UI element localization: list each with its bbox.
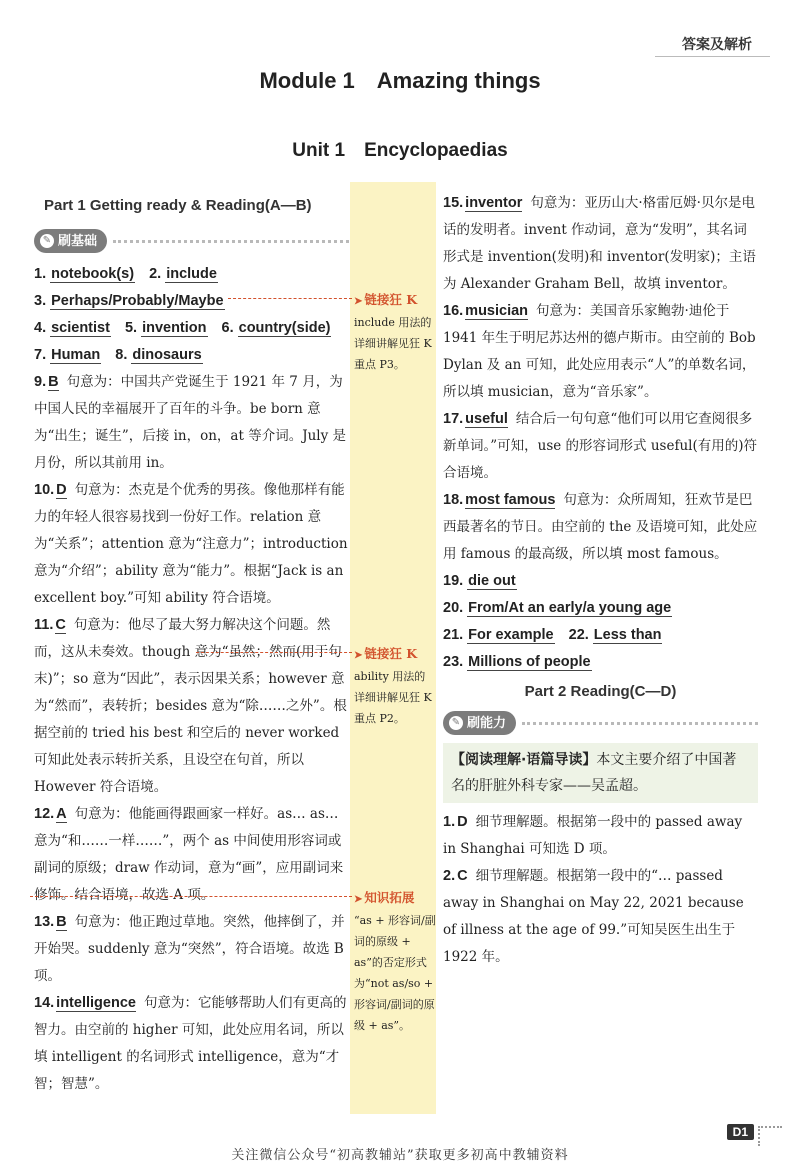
note-tag: ➤ 知识拓展 [354, 888, 436, 910]
q-explanation: 句意为：他尽了最大努力解决这个问题。然而，这从未奏效。though 意为“虽然；然而(用于句末)”；so 意为“因此”，表示因果关系；however 意为“然而”，表转折；besides 意为“除……之外”。根据空前的 tried his best 和空后的 never worked 可知此处表示转折关系，且设空在句首，所以 However 符合语境。 [34, 617, 347, 795]
footer-note: 关注微信公众号“初高教辅站”获取更多初高中教辅资料 [231, 1148, 569, 1163]
reading-question-1 [443, 809, 758, 863]
q-answer: musician [465, 303, 529, 319]
margin-note-link-1 [354, 290, 436, 375]
q-number: 16. [443, 303, 464, 319]
badge-basic [34, 229, 349, 253]
q-number: 5. [124, 320, 138, 336]
answer-row [443, 568, 758, 595]
q-answer: C [457, 868, 468, 884]
q-explanation: 句意为：他能画得跟画家一样好。as… as… 意为“和……一样……”，两个 as 中间使用形容词或副词的原级；draw 作动词，意为“画”，应用副词来修饰。结合语境，故选 A 项。 [34, 806, 344, 903]
q-number: 3. [34, 293, 47, 309]
answer-row [443, 649, 758, 676]
module-title: Module 1 Amazing things [259, 68, 541, 93]
page-number: D1 [727, 1124, 754, 1140]
note-tag: ➤ 链接狂 K [354, 644, 436, 666]
margin-note-link-2 [354, 644, 436, 729]
reading-guide [443, 743, 758, 803]
question-11 [34, 612, 349, 801]
q-answer: intelligence [56, 995, 136, 1011]
answer-row [34, 288, 349, 315]
q-answer: B [48, 374, 59, 390]
note-connector [30, 896, 352, 897]
q-explanation: 结合后一句句意“他们可以用它查阅很多新单词。”可知，use 的形容词形式 useful(有用的)符合语境。 [443, 411, 757, 481]
part1-title: Part 1 Getting ready & Reading(A—B) [44, 197, 312, 214]
question-12 [34, 801, 349, 909]
answer-text: invention [142, 320, 207, 336]
question-10 [34, 477, 349, 612]
unit-title: Unit 1 Encyclopaedias [292, 140, 508, 161]
answer-text: Perhaps/Probably/Maybe [51, 293, 224, 309]
q-answer: useful [465, 411, 508, 427]
q-number: 11. [34, 617, 54, 633]
answer-text: Millions of people [468, 654, 591, 670]
question-16 [443, 298, 758, 406]
q-answer: most famous [465, 492, 556, 508]
dotted-divider [522, 722, 758, 725]
q-explanation: 句意为：美国音乐家鲍勃·迪伦于 1941 年生于明尼苏达州的德卢斯市。由空前的 Bob Dylan 及 an 可知，此处应用表示“人”的单数名词，所以填 musician，意为“音乐家”。 [443, 303, 756, 400]
q-explanation: 句意为：杰克是个优秀的男孩。像他那样有能力的年轻人很容易找到一份好工作。relation 意为“关系”；attention 意为“注意力”；introduction 意为“介绍”；ability 意为“能力”。根据“Jack is an excellent boy.”可知 ability 符合语境。 [34, 482, 348, 606]
q-number: 4. [34, 320, 47, 336]
answer-text: For example [468, 627, 554, 643]
answer-row [34, 261, 349, 288]
q-number: 17. [443, 411, 464, 427]
q-number: 7. [34, 347, 47, 363]
q-answer: A [56, 806, 67, 822]
answer-text: include [166, 266, 217, 282]
q-answer: D [457, 814, 468, 830]
answer-text: Less than [593, 627, 662, 643]
q-answer: B [56, 914, 67, 930]
answer-text: country(side) [238, 320, 331, 336]
header-rule [655, 56, 770, 57]
q-number: 10. [34, 482, 55, 498]
q-number: 8. [115, 347, 128, 363]
q-number: 18. [443, 492, 464, 508]
q-number: 14. [34, 995, 55, 1011]
q-explanation: 句意为：众所周知，狂欢节是巴西最著名的节日。由空前的 the 及语境可知，此处应用 famous 的最高级，所以填 most famous。 [443, 492, 758, 562]
dotted-divider [113, 240, 349, 243]
q-number: 9. [34, 374, 47, 390]
part2-title: Part 2 Reading(C—D) [524, 683, 677, 700]
answer-row [34, 342, 349, 369]
question-15 [443, 190, 758, 298]
reading-label: 【阅读理解·语篇导读】 [451, 752, 597, 768]
answer-row [34, 315, 349, 342]
page-corner-decoration [758, 1126, 782, 1146]
question-13 [34, 909, 349, 990]
q-number: 22. [568, 627, 589, 643]
q-number: 15. [443, 195, 464, 211]
q-answer: C [55, 617, 66, 633]
q-number: 20. [443, 600, 464, 616]
q-number: 2. [443, 868, 456, 884]
pencil-icon: ✎ [449, 716, 463, 730]
q-explanation: 细节理解题。根据第一段中的“… passed away in Shanghai on May 22, 2021 because of illness at the age of 99.”可知吴医生出生于 1922 年。 [443, 868, 744, 965]
header-label: 答案及解析 [682, 37, 752, 53]
q-number: 2. [149, 266, 162, 282]
left-column [34, 190, 349, 1098]
q-number: 6. [221, 320, 234, 336]
badge-pill [34, 229, 107, 253]
note-connector [196, 652, 352, 653]
question-9 [34, 369, 349, 477]
note-text: include 用法的详细讲解见狂 K 重点 P3。 [354, 316, 432, 371]
answer-row [443, 595, 758, 622]
q-number: 1. [443, 814, 456, 830]
badge-label: 刷能力 [467, 715, 507, 731]
note-text: “as + 形容词/副词的原级 + as”的否定形式为“not as/so + 形容词/副词的原级 + as”。 [354, 914, 436, 1032]
answer-text: Human [51, 347, 101, 363]
q-answer: inventor [465, 195, 523, 211]
q-explanation: 句意为：中国共产党诞生于 1921 年 7 月，为中国人民的幸福展开了百年的斗争。be born 意为“出生；诞生”，后接 in，on，at 等介词。July 是月份，所以其前用 in。 [34, 374, 347, 471]
q-number: 1. [34, 266, 47, 282]
right-column [443, 190, 758, 971]
question-14 [34, 990, 349, 1098]
badge-pill [443, 711, 516, 735]
answer-text: die out [468, 573, 516, 589]
question-18 [443, 487, 758, 568]
q-number: 12. [34, 806, 55, 822]
answer-row [443, 622, 758, 649]
q-number: 21. [443, 627, 464, 643]
answer-text: From/At an early/a young age [468, 600, 672, 616]
q-number: 19. [443, 573, 464, 589]
pencil-icon: ✎ [40, 234, 54, 248]
reading-text: 本文主要介绍了中国著名的肝脏外科专家——吴孟超。 [451, 752, 737, 794]
q-number: 23. [443, 654, 464, 670]
question-17 [443, 406, 758, 487]
q-explanation: 句意为：他正跑过草地。突然，他摔倒了，并开始哭。suddenly 意为“突然”，符合语境。故选 B 项。 [34, 914, 345, 984]
badge-ability [443, 711, 758, 735]
answer-text: notebook(s) [51, 266, 135, 282]
reading-question-2 [443, 863, 758, 971]
q-explanation: 句意为：亚历山大·格雷厄姆·贝尔是电话的发明者。invent 作动词，意为“发明”，其名词形式是 invention(发明)和 inventor(发明家)；主语为 Alexander Graham Bell，故填 inventor。 [443, 195, 756, 292]
note-connector [228, 298, 352, 299]
badge-label: 刷基础 [58, 233, 98, 249]
note-tag: ➤ 链接狂 K [354, 290, 436, 312]
answer-text: scientist [51, 320, 110, 336]
q-explanation: 细节理解题。根据第一段中的 passed away in Shanghai 可知选 D 项。 [443, 814, 743, 857]
q-answer: D [56, 482, 67, 498]
note-text: ability 用法的详细讲解见狂 K 重点 P2。 [354, 670, 432, 725]
q-number: 13. [34, 914, 55, 930]
answer-text: dinosaurs [132, 347, 202, 363]
q-explanation: 句意为：它能够帮助人们有更高的智力。由空前的 higher 可知，此处应用名词，所以填 intelligent 的名词形式 intelligence，意为“才智；智慧”。 [34, 995, 347, 1092]
margin-note-knowledge [354, 888, 436, 1036]
